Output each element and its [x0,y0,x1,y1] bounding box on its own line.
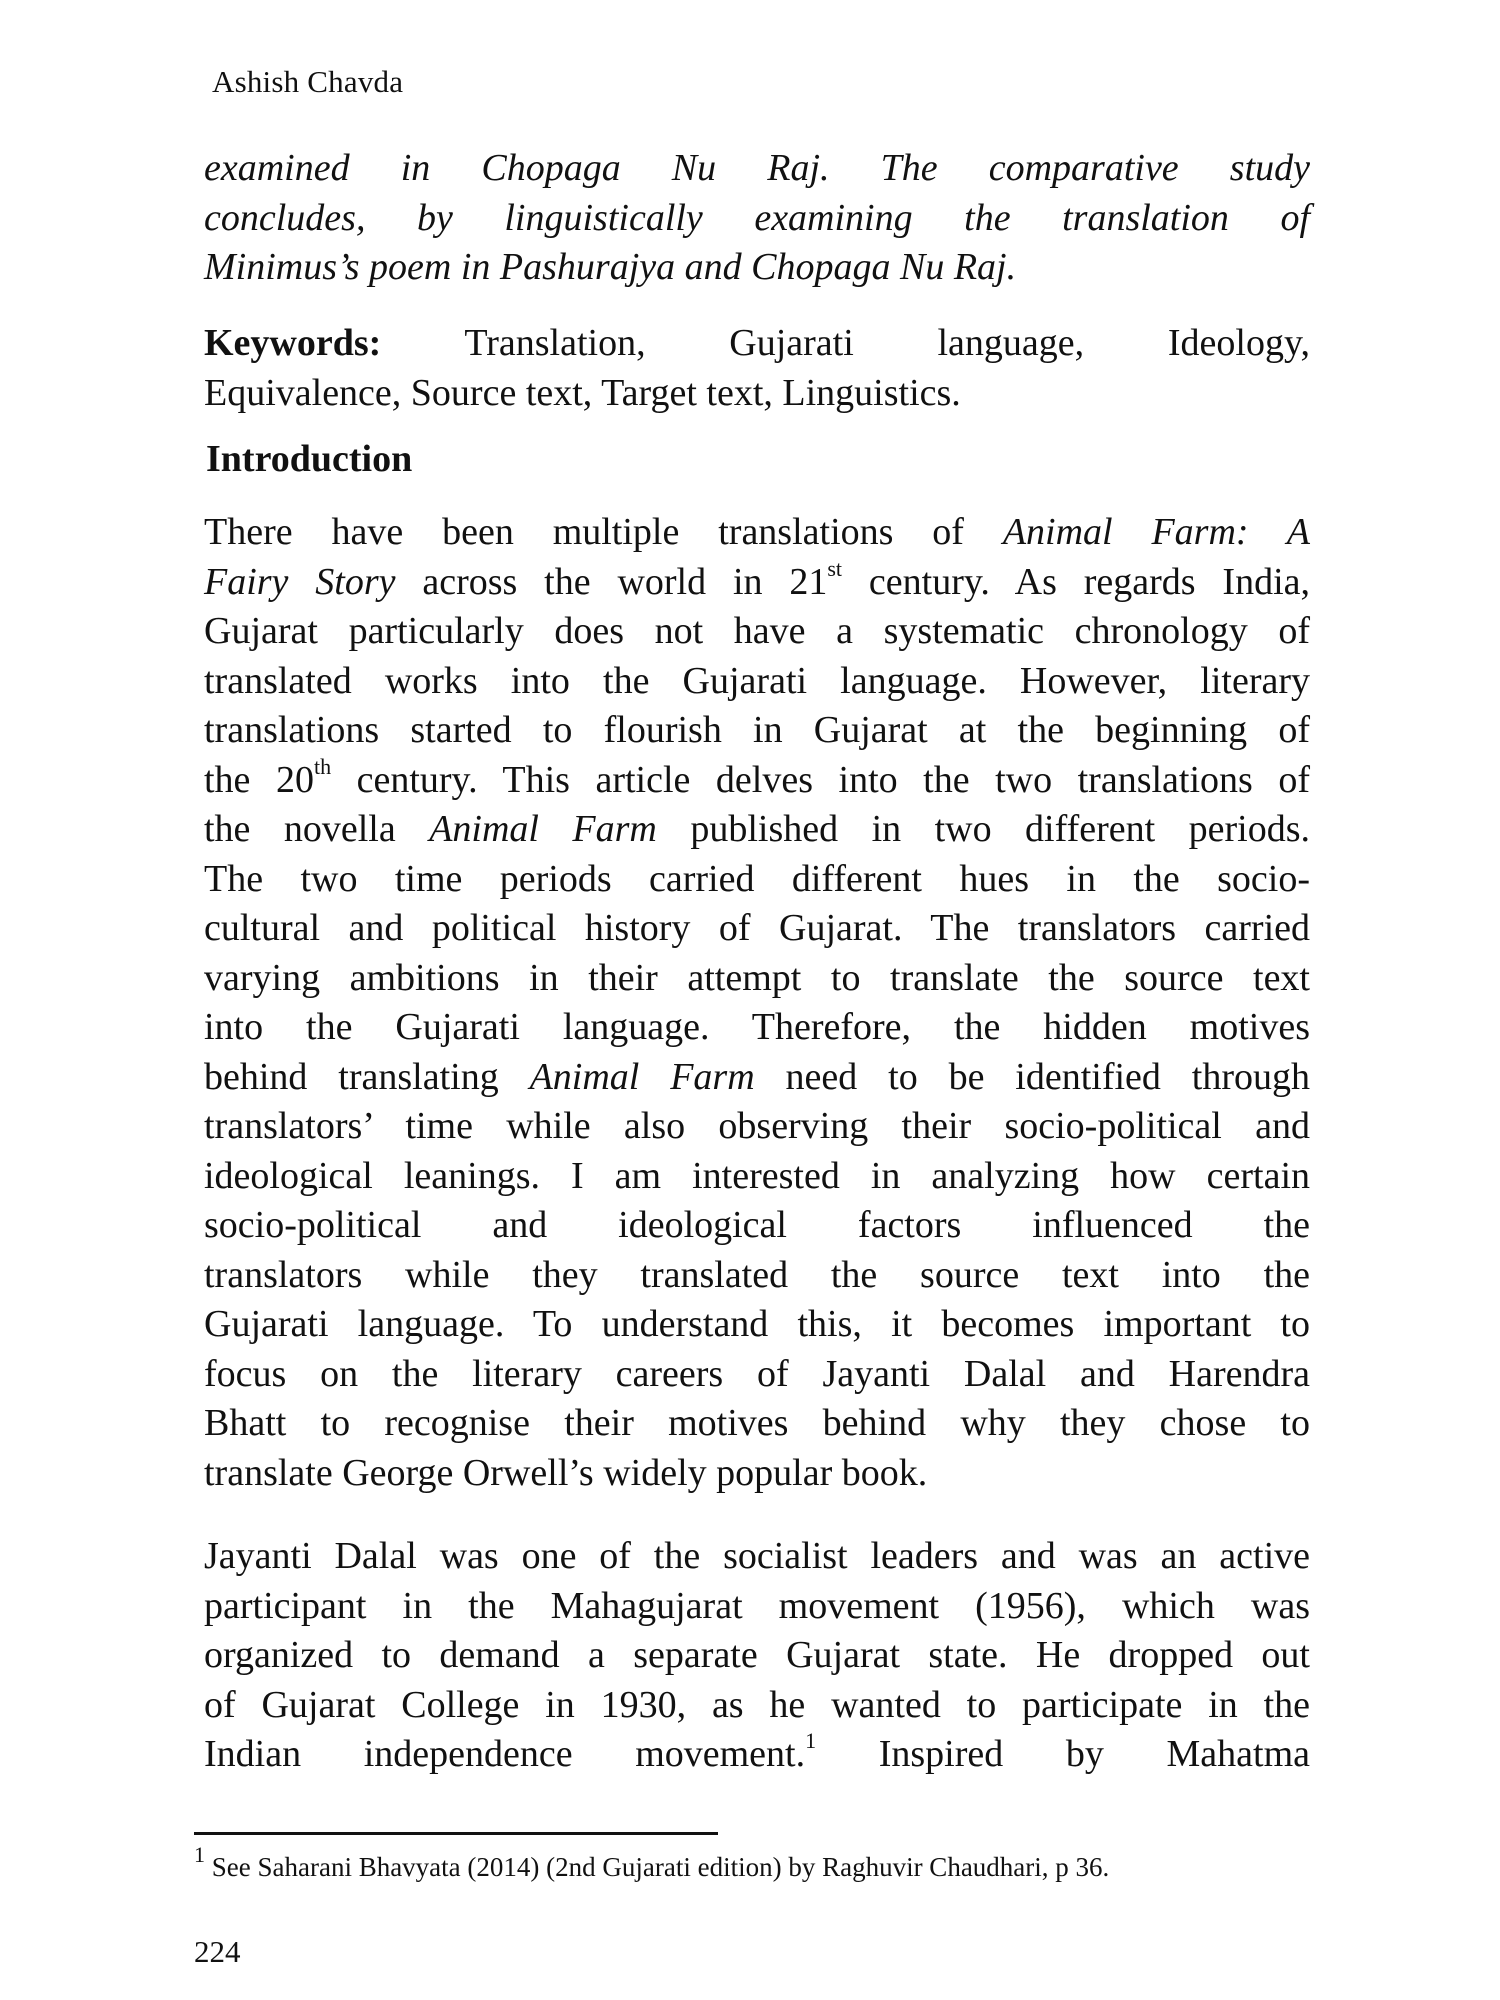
book-title: Animal Farm [529,1055,755,1098]
keywords-list-part2: Equivalence, Source text, Target text, Linguistics. [204,371,961,414]
paragraph-line: The two time periods carried different hues in the socio- [204,857,1310,900]
paragraph-line: Jayanti Dalal was one of the socialist leaders and was an active [204,1535,1310,1577]
paragraph-line: organized to demand a separate Gujarat state. He dropped out [204,1634,1310,1676]
paragraph-line: Gujarati language. To understand this, it becomes important to [204,1303,1310,1345]
text-run: published in two different periods. [656,808,1310,850]
paragraph-line: translators while they translated the source text into the [204,1253,1310,1296]
keywords-line [204,319,1310,369]
text-run: There have been multiple translations of [204,511,1003,553]
text-run: need to be identified through [754,1055,1310,1098]
abstract-tail [204,144,1310,293]
introduction-paragraph-1 [204,508,1310,1498]
footnote-reference[interactable]: 1 [805,1728,817,1754]
paragraph-line: cultural and political history of Gujarat. The translators carried [204,907,1310,949]
paragraph-line: into the Gujarati language. Therefore, the hidden motives [204,1006,1310,1048]
text-run: Indian independence movement. [204,1733,806,1775]
keywords-label: Keywords: [204,322,382,364]
running-head-author: Ashish Chavda [212,64,404,99]
paragraph-line: ideological leanings. I am interested in analyzing how certain [204,1154,1310,1197]
keywords-list-part1: Translation, Gujarati language, Ideology, [464,322,1310,364]
ordinal-superscript: th [313,753,332,779]
footnote-marker: 1 [194,1842,205,1867]
text-run: across the world in 21 [395,560,828,603]
text-run: behind translating [204,1055,530,1098]
book-title: Animal Farm: A [1002,511,1310,553]
paragraph-line: focus on the literary careers of Jayanti Dalal and Harendra [204,1352,1310,1395]
paragraph-line: Gujarat particularly does not have a systematic chronology of [204,610,1310,652]
paragraph-line [204,508,1310,558]
paragraph-line: translators’ time while also observing their socio-political and [204,1105,1310,1147]
paragraph-line [204,805,1310,855]
paragraph-line [204,1730,1310,1780]
paragraph-line: translate George Orwell’s widely popular book. [204,1451,928,1494]
paragraph-line: of Gujarat College in 1930, as he wanted to participate in the [204,1683,1310,1726]
text-run: century. As regards India, [842,560,1310,603]
book-title: Animal Farm [429,808,657,850]
text-run: the 20 [204,758,314,801]
paragraph-line [204,555,1310,608]
paragraph-line [204,1053,1310,1103]
introduction-paragraph-2 [204,1532,1310,1780]
text-run: century. This article delves into the two translations of [331,758,1310,801]
section-heading-introduction: Introduction [206,438,413,480]
footnote-separator [194,1832,718,1835]
keywords-block [204,319,1310,418]
paragraph-line [204,753,1310,806]
paragraph-line: translated works into the Gujarati language. However, literary [204,659,1310,702]
paragraph-line: translations started to flourish in Gujarat at the beginning of [204,709,1310,751]
footnote [194,1842,1110,1883]
abstract-line: examined in Chopaga Nu Raj. The comparative study [204,147,1310,189]
book-title: Fairy Story [204,560,396,603]
text-run: Inspired by Mahatma [816,1733,1311,1775]
paragraph-line: varying ambitions in their attempt to translate the source text [204,956,1310,999]
text-run: the novella [204,808,430,850]
paragraph-line: socio-political and ideological factors influenced the [204,1204,1310,1246]
paragraph-line: Bhatt to recognise their motives behind why they chose to [204,1402,1310,1444]
abstract-line: concludes, by linguistically examining the translation of [204,196,1310,239]
ordinal-superscript: st [827,555,843,581]
page-number: 224 [194,1934,241,1969]
paragraph-line: participant in the Mahagujarat movement (1956), which was [204,1584,1310,1627]
abstract-line: Minimus’s poem in Pashurajya and Chopaga Nu Raj. [204,246,1017,288]
footnote-text: See Saharani Bhavyata (2014) (2nd Gujarati edition) by Raghuvir Chaudhari, p 36. [205,1852,1110,1882]
